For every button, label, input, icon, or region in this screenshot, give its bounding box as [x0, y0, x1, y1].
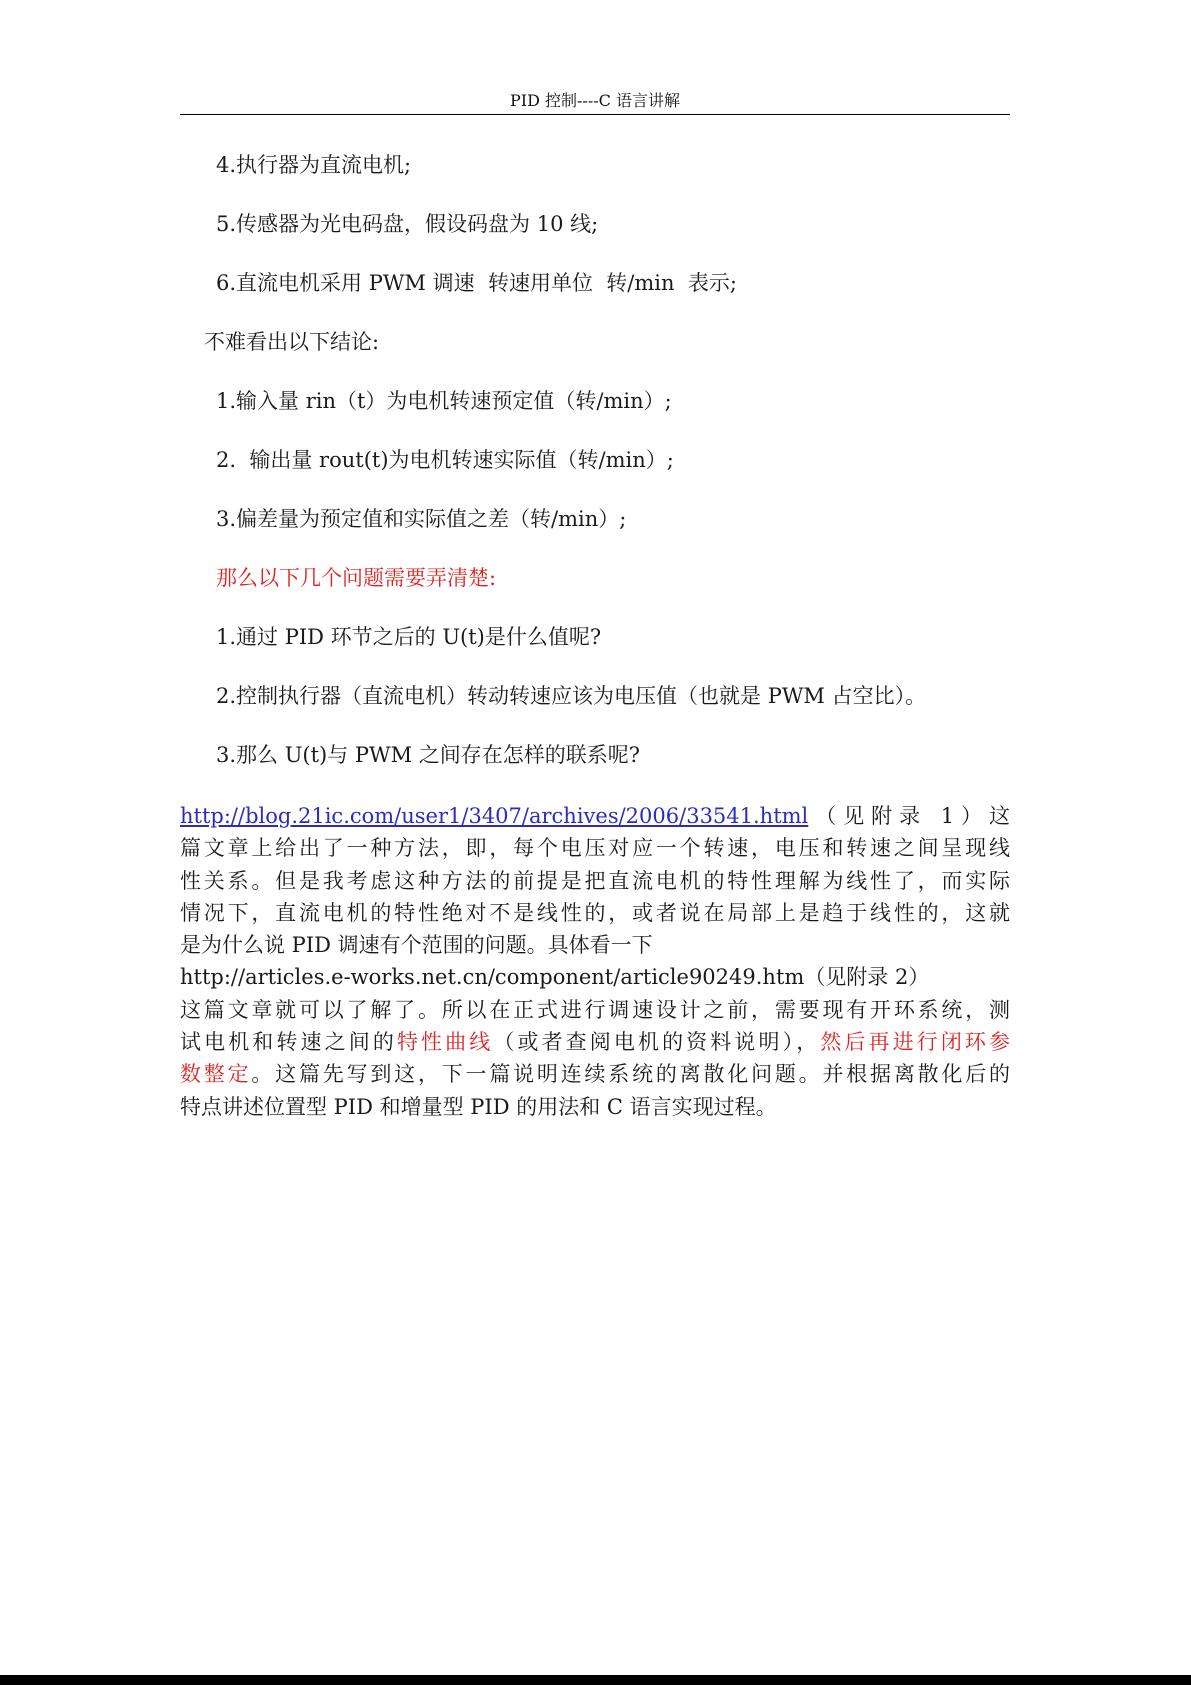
question-item-3: 3.那么 U(t)与 PWM 之间存在怎样的联系呢? — [216, 743, 641, 767]
paragraph-line-2: 篇文章上给出了一种方法，即，每个电压对应一个转速，电压和转速之间呈现线 — [180, 836, 1010, 861]
paragraph-line-8-text-b: （或者查阅电机的资料说明）， — [493, 1030, 821, 1055]
paragraph-line-3: 性关系。但是我考虑这种方法的前提是把直流电机的特性理解为线性了，而实际 — [180, 868, 1010, 893]
paragraph-line-1 — [180, 800, 1010, 832]
emphasis-characteristic-curve: 特性曲线 — [396, 1030, 494, 1055]
questions-heading: 那么以下几个问题需要弄清楚: — [216, 566, 497, 590]
page-bottom-border — [0, 1675, 1191, 1685]
blog-link[interactable]: http://blog.21ic.com/user1/3407/archives/2006/33541.html — [180, 804, 809, 828]
condition-item-4: 4.执行器为直流电机; — [216, 153, 412, 177]
conclusion-item-2: 2. 输出量 rout(t)为电机转速实际值（转/min）; — [216, 448, 674, 472]
article-url: http://articles.e-works.net.cn/component/article90249.htm — [180, 965, 805, 990]
question-item-1: 1.通过 PID 环节之后的 U(t)是什么值呢? — [216, 625, 602, 649]
conclusion-item-3: 3.偏差量为预定值和实际值之差（转/min）; — [216, 507, 627, 531]
condition-item-6: 6.直流电机采用 PWM 调速 转速用单位 转/min 表示; — [216, 271, 737, 295]
page-header: PID 控制----C 语言讲解 — [180, 88, 1010, 115]
body-paragraph — [180, 800, 1010, 1123]
paragraph-line-4: 情况下，直流电机的特性绝对不是线性的，或者说在局部上是趋于线性的，这就 — [180, 900, 1010, 925]
question-item-2: 2.控制执行器（直流电机）转动转速应该为电压值（也就是 PWM 占空比）。 — [216, 684, 927, 708]
paragraph-line-6 — [180, 961, 1010, 993]
paragraph-line-10: 特点讲述位置型 PID 和增量型 PID 的用法和 C 语言实现过程。 — [180, 1094, 777, 1119]
conclusion-item-1: 1.输入量 rin（t）为电机转速预定值（转/min）; — [216, 389, 672, 413]
emphasis-closed-loop: 然后再进行闭环参 — [820, 1030, 1011, 1055]
paragraph-line-8-text: 试电机和转速之间的 — [180, 1030, 397, 1055]
appendix-ref-1: （见附录 1）这 — [808, 804, 1010, 828]
appendix-ref-2: （见附录 2） — [804, 965, 930, 990]
paragraph-line-9 — [180, 1058, 1010, 1090]
paragraph-line-8 — [180, 1026, 1010, 1058]
conclusion-heading: 不难看出以下结论: — [204, 330, 380, 354]
paragraph-line-5: 是为什么说 PID 调速有个范围的问题。具体看一下 — [180, 933, 653, 958]
paragraph-line-7: 这篇文章就可以了解了。所以在正式进行调速设计之前，需要现有开环系统，测 — [180, 997, 1010, 1022]
condition-item-5: 5.传感器为光电码盘，假设码盘为 10 线; — [216, 212, 599, 236]
emphasis-tuning: 数整定 — [180, 1062, 252, 1087]
paragraph-line-9-text: 。这篇先写到这，下一篇说明连续系统的离散化问题。并根据离散化后的 — [251, 1062, 1011, 1087]
